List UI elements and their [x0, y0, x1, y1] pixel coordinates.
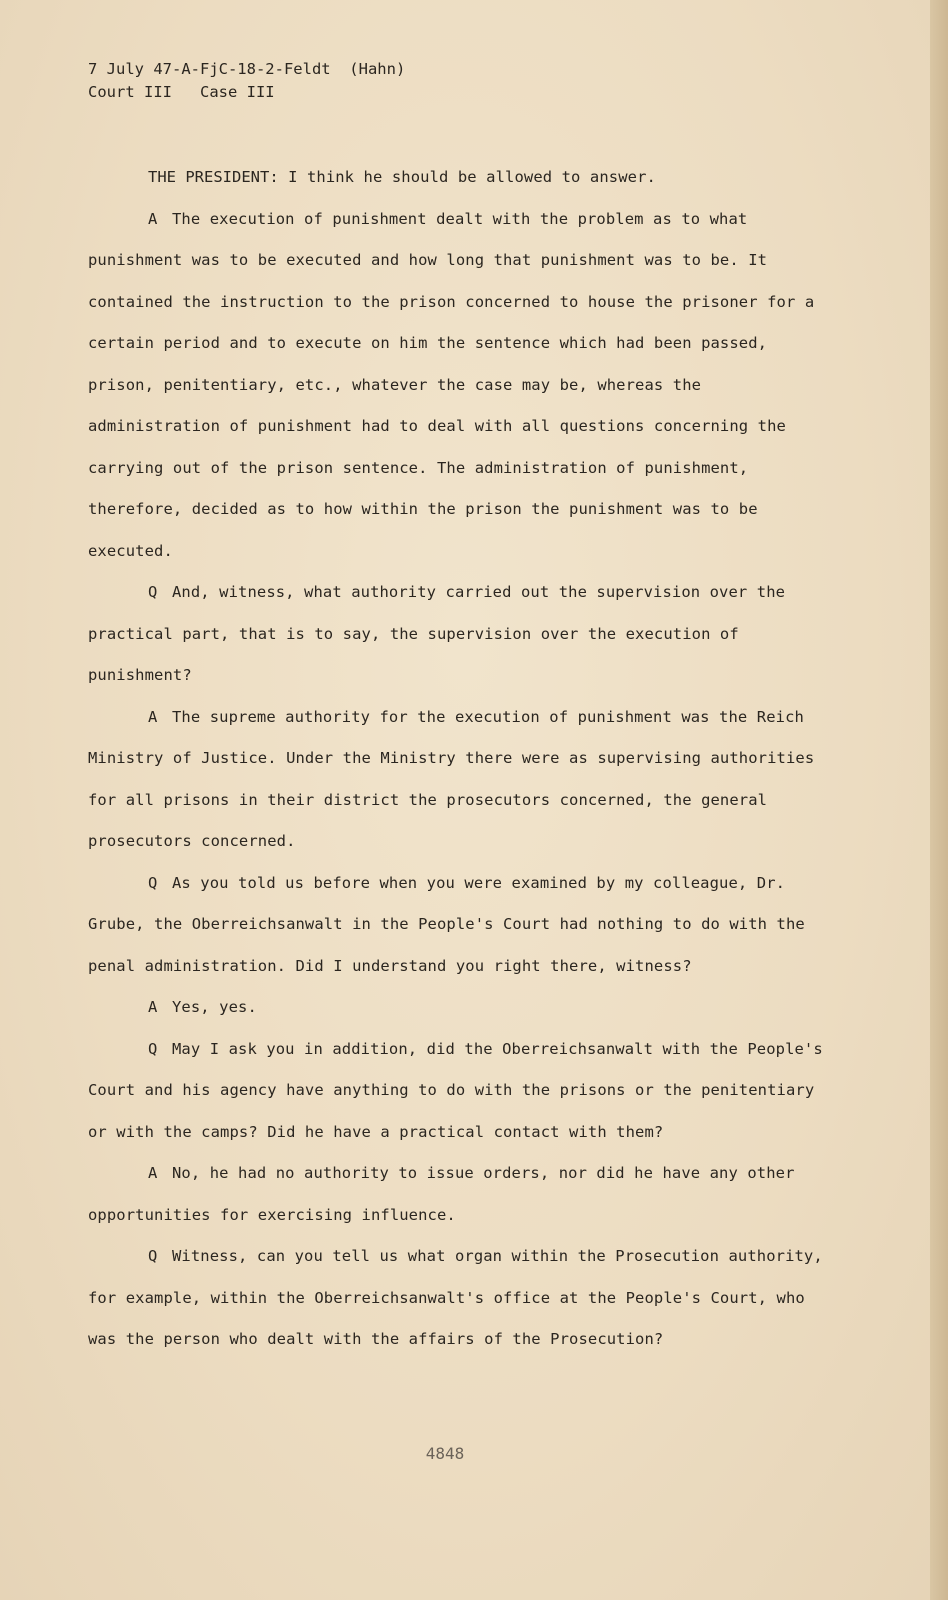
question-marker: Q: [148, 873, 158, 892]
paragraph-text: Yes, yes.: [172, 998, 257, 1016]
speaker-label: THE PRESIDENT:: [148, 168, 279, 186]
paragraph-answer: [88, 199, 828, 573]
paragraph-text: May I ask you in addition, did the Oberreichsanwalt with the People's Court and his agency have anything to do with the prisons or the penitentiary or with the camps? Did he have a practical contact with them?: [88, 1039, 823, 1141]
paragraph-answer: [88, 1153, 828, 1236]
answer-marker: A: [148, 209, 158, 228]
paragraph-question: [88, 572, 828, 697]
paragraph-answer: [88, 697, 828, 863]
paragraph-text: No, he had no authority to issue orders, nor did he have any other opportunities for exercising influence.: [88, 1164, 795, 1224]
paragraph-president: [88, 157, 828, 199]
answer-marker: A: [148, 998, 158, 1016]
paragraph-text: I think he should be allowed to answer.: [288, 168, 656, 186]
paragraph-text: The supreme authority for the execution of punishment was the Reich Ministry of Justice. Under the Ministry there were as supervising authorities for all prisons in their district the prosecutors concerned, the general prosecutors concerned.: [88, 707, 815, 850]
paragraph-text: Witness, can you tell us what organ within the Prosecution authority, for example, within the Oberreichsanwalt's office at the People's Court, who was the person who dealt with the affairs of the Prosecution?: [88, 1247, 823, 1348]
paragraph-text: The execution of punishment dealt with the problem as to what punishment was to be executed and how long that punishment was to be. It contained the instruction to the prison concerned to house the prisoner for a certain period and to execute on him the sentence which had been passed, prison, penitentiary, etc., whatever the case may be, whereas the administration of punishment had to deal with all questions concerning the carrying out of the prison sentence. The administration of punishment, therefore, decided as to how within the prison the punishment was to be executed.: [88, 209, 815, 560]
question-marker: Q: [148, 1247, 158, 1265]
header-court-case: Court III Case III: [88, 83, 275, 101]
paragraph-text: And, witness, what authority carried out the supervision over the practical part, that is to say, the supervision over the execution of punishment?: [88, 583, 786, 684]
question-marker: Q: [148, 1039, 158, 1058]
page-number: 4848: [425, 1444, 465, 1463]
answer-marker: A: [148, 707, 158, 726]
paragraph-question: [88, 1236, 828, 1361]
question-marker: Q: [148, 583, 158, 601]
header-date-reference: 7 July 47-A-FjC-18-2-Feldt (Hahn): [88, 60, 406, 78]
paragraph-question: [88, 863, 828, 988]
paragraph-answer: [88, 987, 828, 1029]
page-edge: [930, 0, 948, 1600]
answer-marker: A: [148, 1164, 158, 1182]
paragraph-question: [88, 1029, 828, 1154]
transcript-body: [88, 157, 828, 1361]
transcript: [88, 58, 828, 1361]
paragraph-text: As you told us before when you were examined by my colleague, Dr. Grube, the Oberreichsanwalt in the People's Court had nothing to do with the penal administration. Did I understand you right there, witness?: [88, 873, 805, 975]
